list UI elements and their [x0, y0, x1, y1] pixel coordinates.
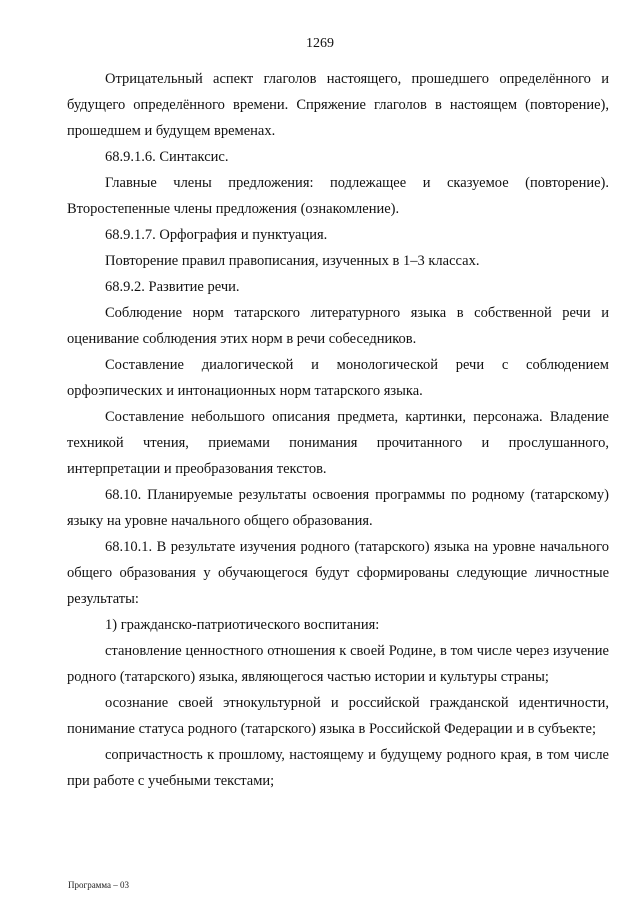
paragraph: Повторение правил правописания, изученных в 1–3 классах. — [105, 253, 480, 269]
section-heading: 68.9.2. Развитие речи. — [105, 279, 240, 295]
paragraph: Соблюдение норм татарского литературного языка в собственной речи и оценивание соблюдения этих норм в речи собеседников. — [67, 305, 609, 347]
list-item: становление ценностного отношения к своей Родине, в том числе через изучение родного (татарского) языка, являющегося частью истории и культуры страны; — [67, 643, 609, 685]
list-heading: 1) гражданско-патриотического воспитания: — [105, 617, 380, 633]
paragraph: 68.10.1. В результате изучения родного (татарского) языка на уровне начального общего образования у обучающегося будут сформированы следующие личностные результаты: — [67, 539, 609, 607]
paragraph: Отрицательный аспект глаголов настоящего, прошедшего определённого и будущего определённого времени. Спряжение глаголов в настоящем (повторение), прошедшем и будущем временах. — [67, 71, 609, 139]
page-number: 1269 — [306, 36, 334, 51]
section-heading: 68.10. Планируемые результаты освоения программы по родному (татарскому) языку на уровне начального общего образования. — [67, 487, 609, 529]
paragraph: Главные члены предложения: подлежащее и сказуемое (повторение). Второстепенные члены предложения (ознакомление). — [67, 175, 609, 217]
section-heading: 68.9.1.7. Орфография и пунктуация. — [105, 227, 328, 243]
paragraph: Составление небольшого описания предмета, картинки, персонажа. Владение техникой чтения, приемами понимания прочитанного и прослушанного, интерпретации и преобразования текстов. — [67, 409, 609, 477]
section-heading: 68.9.1.6. Синтаксис. — [105, 149, 229, 165]
list-item: сопричастность к прошлому, настоящему и будущему родного края, в том числе при работе с учебными текстами; — [67, 747, 609, 789]
list-item: осознание своей этнокультурной и российской гражданской идентичности, понимание статуса родного (татарского) языка в Российской Федерации и в субъекте; — [67, 695, 609, 737]
page-footer: Программа – 03 — [68, 880, 130, 890]
paragraph: Составление диалогической и монологической речи с соблюдением орфоэпических и интонационных норм татарского языка. — [67, 357, 609, 399]
body-text — [67, 66, 609, 794]
